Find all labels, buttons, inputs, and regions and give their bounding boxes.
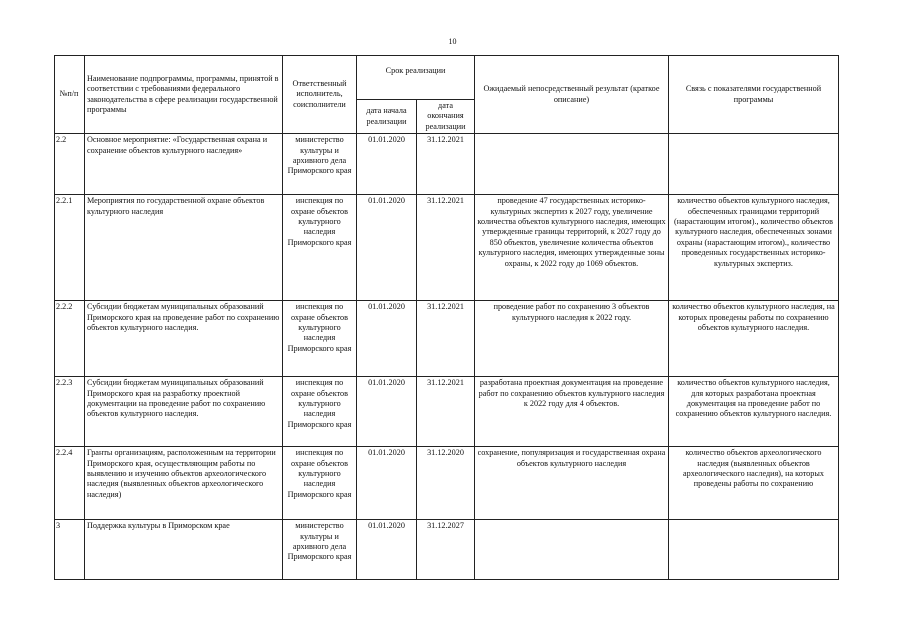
row-end: 31.12.2027 xyxy=(417,520,475,580)
program-table xyxy=(54,55,839,580)
row-responsible: министерство культуры и архивного дела Приморского края xyxy=(283,134,357,195)
header-result: Ожидаемый непосредственный результат (краткое описание) xyxy=(475,56,669,134)
row-start: 01.01.2020 xyxy=(357,195,417,301)
table-row xyxy=(55,195,839,301)
page-number: 10 xyxy=(448,37,457,46)
row-result xyxy=(475,134,669,195)
table-row xyxy=(55,301,839,377)
row-start: 01.01.2020 xyxy=(357,377,417,447)
row-start: 01.01.2020 xyxy=(357,520,417,580)
row-name: Гранты организациям, расположенным на территории Приморского края, осуществляющим работы по выявлению и изучению объектов археологического наследия (выявленных объектов археологического наследия) xyxy=(85,447,283,520)
header-num: №п/п xyxy=(55,56,85,134)
header-term: Срок реализации xyxy=(357,56,475,100)
row-num: 2.2.1 xyxy=(55,195,85,301)
row-end: 31.12.2021 xyxy=(417,377,475,447)
row-link: количество объектов культурного наследия, обеспеченных границами территорий (нарастающим итогом)., количество объектов культурного наследия, обеспеченных зонами охраны (нарастающим итогом)., количество проведенных государственных историко-культурных экспертиз. xyxy=(669,195,839,301)
row-end: 31.12.2020 xyxy=(417,447,475,520)
row-link xyxy=(669,520,839,580)
row-responsible: инспекция по охране объектов культурного наследия Приморского края xyxy=(283,377,357,447)
row-num: 2.2 xyxy=(55,134,85,195)
row-responsible: инспекция по охране объектов культурного наследия Приморского края xyxy=(283,301,357,377)
header-end: дата окончания реализации xyxy=(417,100,475,134)
header-name: Наименование подпрограммы, программы, принятой в соответствии с требованиями федерального законодательства в сфере реализации государственной программы xyxy=(85,56,283,134)
row-end: 31.12.2021 xyxy=(417,195,475,301)
row-name: Поддержка культуры в Приморском крае xyxy=(85,520,283,580)
table-row xyxy=(55,447,839,520)
row-name: Субсидии бюджетам муниципальных образований Приморского края на разработку проектной документации на проведение работ по сохранению объектов культурного наследия. xyxy=(85,377,283,447)
row-name: Субсидии бюджетам муниципальных образований Приморского края на проведение работ по сохранению объектов культурного наследия. xyxy=(85,301,283,377)
row-start: 01.01.2020 xyxy=(357,447,417,520)
row-num: 3 xyxy=(55,520,85,580)
row-num: 2.2.3 xyxy=(55,377,85,447)
row-responsible: инспекция по охране объектов культурного наследия Приморского края xyxy=(283,447,357,520)
row-responsible: министерство культуры и архивного дела Приморского края xyxy=(283,520,357,580)
header-start: дата начала реализации xyxy=(357,100,417,134)
row-start: 01.01.2020 xyxy=(357,301,417,377)
row-result: сохранение, популяризация и государственная охрана объектов культурного наследия xyxy=(475,447,669,520)
header-responsible: Ответственный исполнитель, соисполнители xyxy=(283,56,357,134)
row-link: количество объектов археологического наследия (выявленных объектов археологического наследия), на которых проведены работы по сохранению xyxy=(669,447,839,520)
row-num: 2.2.4 xyxy=(55,447,85,520)
row-end: 31.12.2021 xyxy=(417,301,475,377)
row-end: 31.12.2021 xyxy=(417,134,475,195)
row-name: Основное мероприятие: «Государственная охрана и сохранение объектов культурного наследия» xyxy=(85,134,283,195)
table-row xyxy=(55,377,839,447)
row-start: 01.01.2020 xyxy=(357,134,417,195)
row-num: 2.2.2 xyxy=(55,301,85,377)
row-link: количество объектов культурного наследия, на которых проведены работы по сохранению объектов культурного наследия. xyxy=(669,301,839,377)
row-result: разработана проектная документация на проведение работ по сохранению объектов культурного наследия к 2022 году для 4 объектов. xyxy=(475,377,669,447)
header-row xyxy=(55,56,839,100)
row-result: проведение работ по сохранению 3 объектов культурного наследия к 2022 году. xyxy=(475,301,669,377)
row-link xyxy=(669,134,839,195)
row-link: количество объектов культурного наследия, для которых разработана проектная документация на проведение работ по сохранению объектов культурного наследия. xyxy=(669,377,839,447)
table-row xyxy=(55,134,839,195)
header-link: Связь с показателями государственной программы xyxy=(669,56,839,134)
table-row xyxy=(55,520,839,580)
row-name: Мероприятия по государственной охране объектов культурного наследия xyxy=(85,195,283,301)
row-result xyxy=(475,520,669,580)
row-responsible: инспекция по охране объектов культурного наследия Приморского края xyxy=(283,195,357,301)
row-result: проведение 47 государственных историко-культурных экспертиз к 2027 году, увеличение количества объектов культурного наследия, имеющих утвержденные границы территорий, к 2027 году до 850 объектов, увеличение количества объектов культурного наследия, имеющих утвержденные зоны охраны, к 2022 году до 1069 объектов. xyxy=(475,195,669,301)
